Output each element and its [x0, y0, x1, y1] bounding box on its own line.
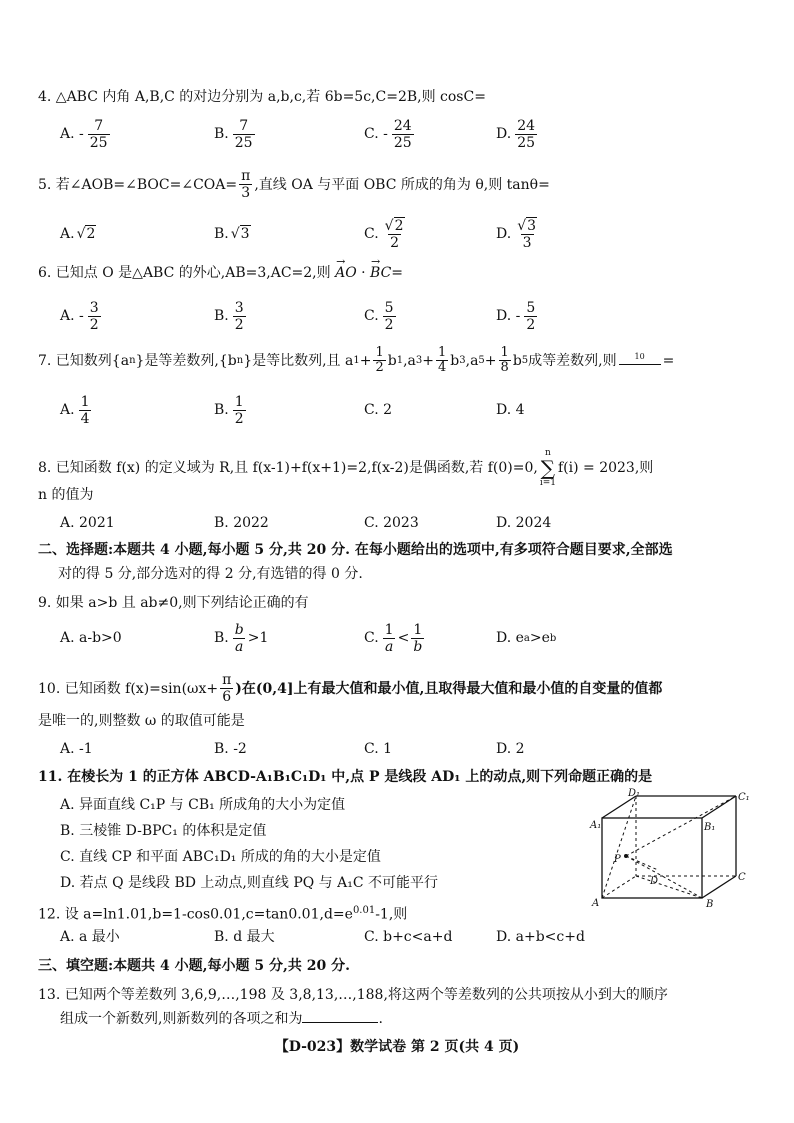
label-c: C	[738, 872, 746, 883]
q5-stem: 5. 若∠AOB=∠BOC=∠COA= $\frac{\pi}{3}$ ,直线 OA 与平面 OBC 所成的角为 θ,则 tanθ=	[38, 168, 550, 201]
q8-stem-line2: n 的值为	[38, 487, 94, 503]
q7-option-d: D. 4	[496, 402, 525, 418]
q10-option-d: D. 2	[496, 741, 525, 757]
q11-option-c: C. 直线 CP 和平面 ABC₁D₁ 所成的角的大小是定值	[60, 849, 381, 865]
label-c1: C₁	[738, 792, 750, 803]
q8-option-d: D. 2024	[496, 515, 552, 531]
q11-option-a: A. 异面直线 C₁P 与 CB₁ 所成角的大小为定值	[60, 797, 346, 813]
q9-options	[60, 616, 754, 660]
q10-stem-line2: 是唯一的,则整数 ω 的取值可能是	[38, 713, 245, 729]
label-b1: B₁	[704, 822, 716, 833]
q6-option-c: C. $\frac{5}{2}$	[364, 299, 394, 333]
q4-option-b: B. $\frac{7}{25}$	[214, 117, 253, 151]
q4-option-d: D. $\frac{24}{25}$	[496, 117, 536, 151]
q9-option-d: D. e a >e b	[496, 630, 557, 646]
label-a1: A₁	[590, 820, 602, 831]
q5-option-c: C. $\frac{√2}{2}$	[364, 217, 404, 251]
q7-option-b: B. $\frac{1}{2}$	[214, 393, 244, 427]
q6-stem: 6. 已知点 O 是△ABC 的外心,AB=3,AC=2,则 → AO · → BC=	[38, 262, 754, 284]
vector-ao: → AO	[335, 262, 357, 284]
q9-option-b: B. $\frac{b}{a}$ >1	[214, 621, 269, 655]
q7-option-a: A. $\frac{1}{4}$	[60, 393, 90, 427]
q4-options	[60, 112, 754, 156]
answer-blank[interactable]	[302, 1022, 378, 1023]
q6-option-d: D. - $\frac{5}{2}$	[496, 299, 536, 333]
q10-option-b: B. -2	[214, 741, 247, 757]
section-2-header: 二、选择题:本题共 4 小题,每小题 5 分,共 20 分. 在每小题给出的选项中,有多项符合题目要求,全部选	[38, 542, 673, 558]
q7-stem: 7. 已知数列{a n }是等差数列,{b n }是等比数列,且 a 1 + $\frac{1}{2}$ b 1 ,a 3 + $\frac{1}{4}$ b 3 ,a 5 + $\frac{1}{8}$ b 5 成等差数列,则 10 =	[38, 345, 675, 375]
q12-option-d: D. a+b<c+d	[496, 929, 585, 945]
q10-stem: 10. 已知函数 f(x)=sin(ωx+ $\frac{\pi}{6}$ )在(0,4]上有最大值和最小值,且取得最大值和最小值的自变量的值都	[38, 672, 663, 705]
q12-option-b: B. d 最大	[214, 929, 275, 945]
q8-option-b: B. 2022	[214, 515, 269, 531]
q9-option-a: A. a-b>0	[60, 630, 122, 646]
q12-option-c: C. b+c<a+d	[364, 929, 453, 945]
q5-option-d: D. $\frac{√3}{3}$	[496, 217, 537, 251]
q7-options	[60, 388, 754, 432]
q8-option-a: A. 2021	[60, 515, 115, 531]
q6-option-a: A. - $\frac{3}{2}$	[60, 299, 99, 333]
q4-option-a: A. - $\frac{7}{25}$	[60, 117, 108, 151]
q12-stem: 12. 设 $a=\ln 1.01,b=1-\cos 0.01,c=\tan 0.01,d=e^{0.01}-1$,则	[38, 905, 408, 923]
summation-symbol: n ∑ i=1	[539, 448, 556, 488]
q9-option-c: C. $\frac{1}{a}$ < $\frac{1}{b}$	[364, 621, 423, 655]
q6-option-b: B. $\frac{3}{2}$	[214, 299, 244, 333]
label-d1: D₁	[628, 788, 641, 799]
label-b: B	[706, 899, 714, 910]
q4-stem: 4. △ABC 内角 A,B,C 的对边分别为 a,b,c,若 6b=5c,C=2B,则 cosC=	[38, 89, 486, 105]
q8-option-c: C. 2023	[364, 515, 419, 531]
q9-stem: 9. 如果 a>b 且 ab≠0,则下列结论正确的有	[38, 595, 309, 611]
page-footer: 【D-023】数学试卷 第 2 页(共 4 页)	[274, 1039, 520, 1055]
q4-option-c: C. - $\frac{24}{25}$	[364, 117, 412, 151]
q11-option-b: B. 三棱锥 D-BPC₁ 的体积是定值	[60, 823, 267, 839]
section-2-header-line2: 对的得 5 分,部分选对的得 2 分,有选错的得 0 分.	[58, 566, 363, 582]
q5-option-b: B. √3	[214, 226, 250, 242]
label-d: D	[650, 876, 659, 887]
q13-stem-line2: 组成一个新数列,则新数列的各项之和为 .	[60, 1011, 383, 1027]
q5-options	[60, 212, 754, 256]
label-a: A	[592, 898, 600, 909]
vector-bc: → BC	[370, 262, 391, 284]
q5-option-a: A. √2	[60, 226, 96, 242]
label-p: P	[614, 854, 621, 865]
q10-option-c: C. 1	[364, 741, 393, 757]
q12-option-a: A. a 最小	[60, 929, 120, 945]
cube-figure	[588, 790, 748, 908]
q13-stem: 13. 已知两个等差数列 3,6,9,…,198 及 3,8,13,…,188,将这两个等差数列的公共项按从小到大的顺序	[38, 987, 668, 1003]
q11-option-d: D. 若点 Q 是线段 BD 上动点,则直线 PQ 与 A₁C 不可能平行	[60, 875, 438, 891]
q7-option-c: C. 2	[364, 402, 393, 418]
section-3-header: 三、填空题:本题共 4 小题,每小题 5 分,共 20 分.	[38, 958, 350, 974]
q6-options	[60, 294, 754, 338]
point-p	[624, 854, 628, 858]
q11-stem: 11. 在棱长为 1 的正方体 ABCD-A₁B₁C₁D₁ 中,点 P 是线段 AD₁ 上的动点,则下列命题正确的是	[38, 769, 653, 785]
q8-stem: 8. 已知函数 f(x) 的定义域为 R,且 f(x-1)+f(x+1)=2,f(x-2)是偶函数,若 f(0)=0, n ∑ i=1 f(i) = 2023,则	[38, 448, 654, 488]
q10-option-a: A. -1	[60, 741, 93, 757]
